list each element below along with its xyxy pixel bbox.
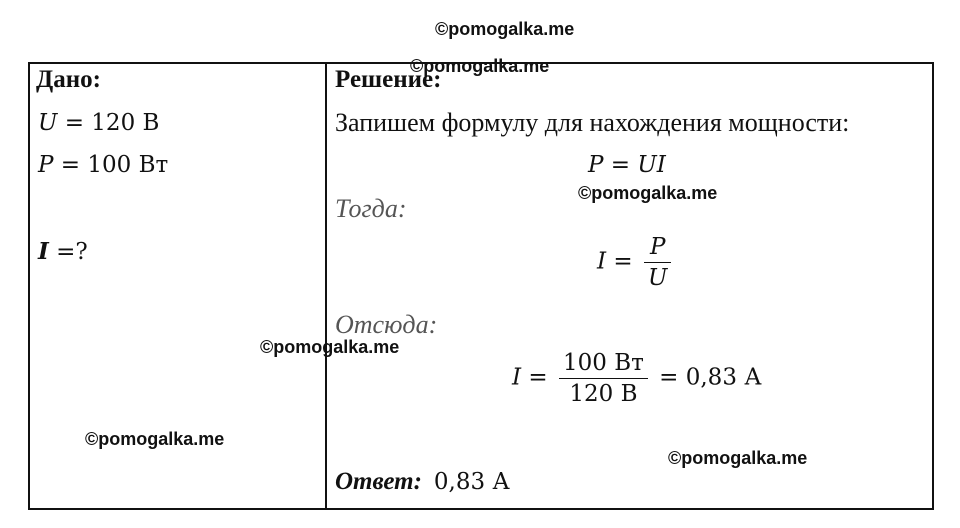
- unknown-equals: =?: [48, 239, 88, 265]
- hence-label: Отсюда:: [335, 310, 438, 339]
- calculation: [512, 350, 762, 407]
- fraction-denominator: U: [648, 265, 668, 291]
- formula-power-equals: =: [603, 152, 638, 178]
- watermark: ©pomogalka.me: [578, 183, 718, 203]
- calc-denominator: 120 В: [569, 381, 638, 407]
- column-divider: [325, 64, 327, 508]
- voltage-equals: =: [57, 110, 92, 136]
- formula-power: [588, 152, 666, 178]
- solution-intro: Запишем формулу для нахождения мощности:: [335, 108, 850, 137]
- fraction-numerator: P: [644, 234, 671, 263]
- voltage-symbol: U: [38, 110, 58, 136]
- calc-result: = 0,83 А: [651, 364, 762, 391]
- calc-fraction: [559, 350, 648, 407]
- watermark: ©pomogalka.me: [435, 19, 575, 39]
- calc-numerator: 100 Вт: [559, 350, 648, 379]
- watermark: ©pomogalka.me: [410, 56, 550, 76]
- answer-label: Ответ:: [335, 468, 422, 495]
- formula-current-equals: =: [606, 248, 640, 275]
- calc-equals: =: [521, 364, 555, 391]
- calc-lhs: I: [512, 364, 522, 391]
- power-value: 100 Вт: [87, 152, 169, 178]
- formula-current-lhs: I: [597, 248, 607, 275]
- given-power: [38, 152, 168, 178]
- power-equals: =: [53, 152, 88, 178]
- voltage-value: 120 В: [91, 110, 160, 136]
- formula-power-lhs: P: [588, 152, 604, 178]
- given-heading: Дано:: [36, 66, 101, 93]
- given-voltage: [38, 110, 159, 136]
- power-symbol: P: [38, 152, 54, 178]
- formula-current-fraction: [644, 234, 671, 291]
- answer-value: 0,83 А: [433, 469, 510, 495]
- answer-row: [335, 468, 510, 496]
- watermark: ©pomogalka.me: [668, 448, 808, 468]
- given-unknown: [38, 238, 88, 265]
- formula-current: [597, 234, 675, 291]
- solution-heading: Решение:: [335, 66, 442, 93]
- unknown-symbol: I: [38, 238, 49, 265]
- watermark: ©pomogalka.me: [260, 337, 400, 357]
- then-label: Тогда:: [335, 194, 407, 223]
- formula-power-rhs: UI: [637, 152, 666, 178]
- watermark: ©pomogalka.me: [85, 429, 225, 449]
